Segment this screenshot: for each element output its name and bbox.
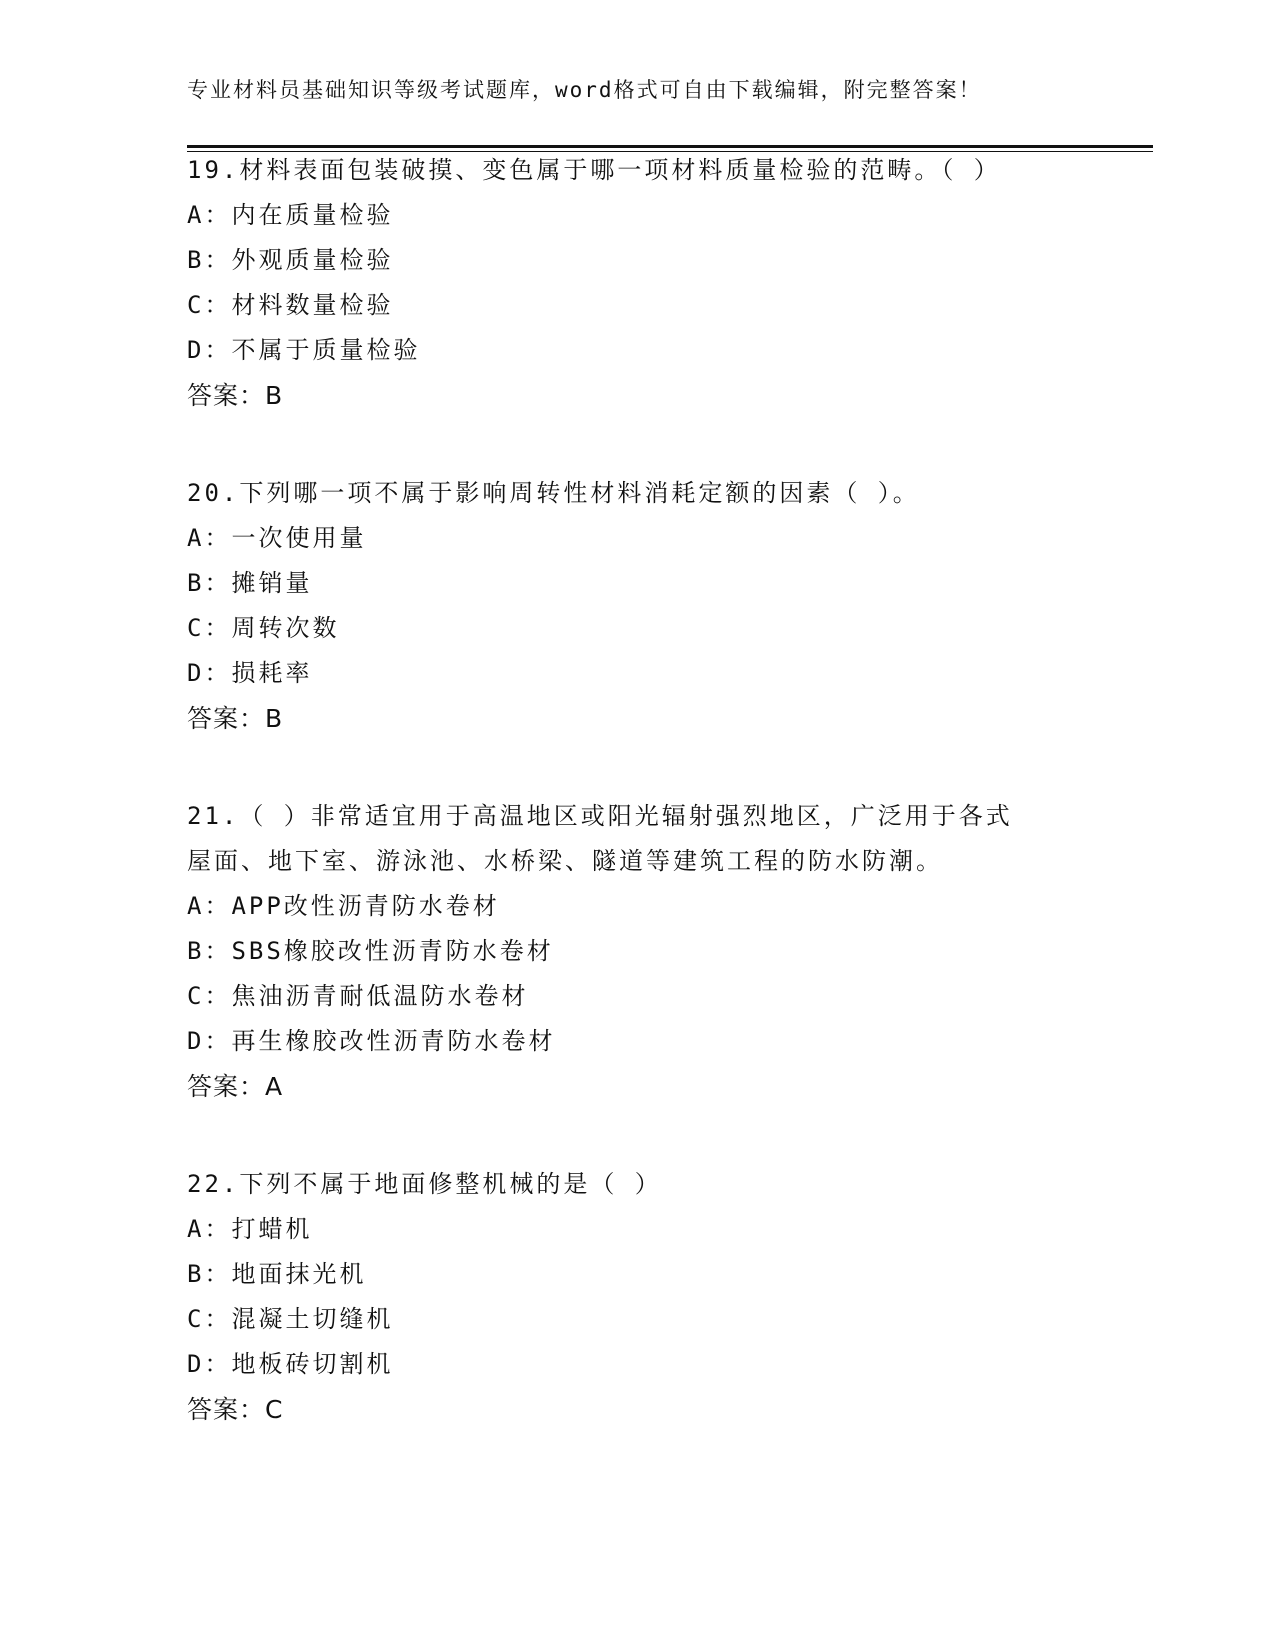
option-c: C：混凝土切缝机 <box>187 1305 394 1333</box>
option-a: A：一次使用量 <box>187 524 367 552</box>
answer: 答案：B <box>187 381 284 410</box>
option-d: D：再生橡胶改性沥青防水卷材 <box>187 1027 556 1055</box>
option-c: C：周转次数 <box>187 614 340 642</box>
question-22 <box>187 1162 1087 1432</box>
option-a: A：打蜡机 <box>187 1215 313 1243</box>
option-a: A：内在质量检验 <box>187 201 394 229</box>
header-text: 专业材料员基础知识等级考试题库，word格式可自由下载编辑，附完整答案！ <box>187 78 982 102</box>
question-20 <box>187 471 1087 741</box>
option-d: D：损耗率 <box>187 659 313 687</box>
question-stem-line-2: 屋面、地下室、游泳池、水桥梁、隧道等建筑工程的防水防潮。 <box>187 847 943 875</box>
question-stem: 19.材料表面包装破摸、变色属于哪一项材料质量检验的范畴。（ ） <box>187 156 1001 184</box>
option-b: B：外观质量检验 <box>187 246 394 274</box>
question-stem: 22.下列不属于地面修整机械的是（ ） <box>187 1170 662 1198</box>
option-b: B：摊销量 <box>187 569 313 597</box>
answer: 答案：C <box>187 1395 284 1424</box>
answer: 答案：B <box>187 704 284 733</box>
option-b: B：SBS橡胶改性沥青防水卷材 <box>187 937 554 965</box>
option-c: C：焦油沥青耐低温防水卷材 <box>187 982 529 1010</box>
answer: 答案：A <box>187 1072 284 1101</box>
question-19 <box>187 148 1087 418</box>
option-d: D：不属于质量检验 <box>187 336 421 364</box>
option-a: A：APP改性沥青防水卷材 <box>187 892 500 920</box>
option-b: B：地面抹光机 <box>187 1260 367 1288</box>
question-21 <box>187 794 1087 1109</box>
option-d: D：地板砖切割机 <box>187 1350 394 1378</box>
question-stem-line-1: 21.（ ）非常适宜用于高温地区或阳光辐射强烈地区，广泛用于各式 <box>187 802 1013 830</box>
question-stem: 20.下列哪一项不属于影响周转性材料消耗定额的因素（ ）。 <box>187 479 920 507</box>
option-c: C：材料数量检验 <box>187 291 394 319</box>
